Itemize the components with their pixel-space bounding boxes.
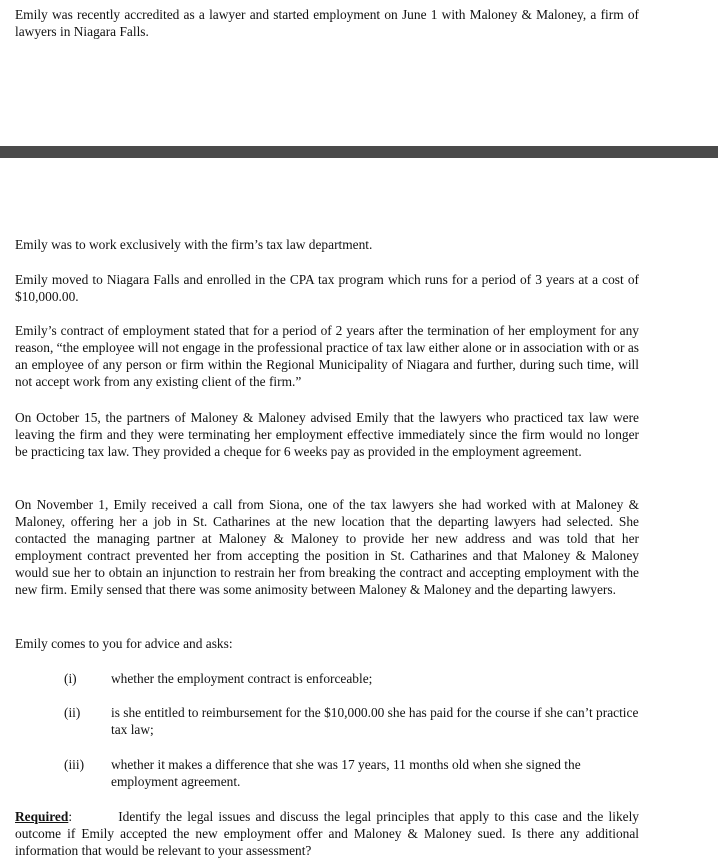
paragraph-contract-clause: Emily’s contract of employment stated that for a period of 2 years after the termination of her employment for any reason, “the employee will not engage in the professional practice of tax law either alone or in association with or as an employee of any person or firm within the Regional Municipality of Niagara and further, during such time, will not accept work from any existing client of the firm.”	[15, 323, 639, 389]
question-number: (i)	[64, 671, 77, 686]
question-text: whether the employment contract is enforceable;	[111, 671, 373, 686]
page-separator	[0, 146, 718, 158]
question-number: (ii)	[64, 705, 81, 720]
question-text: whether it makes a difference that she was 17 years, 11 months old when she signed the employment agreement.	[111, 757, 581, 789]
question-number: (iii)	[64, 757, 85, 772]
paragraph-advice-request: Emily comes to you for advice and asks:	[15, 636, 233, 651]
paragraph-department: Emily was to work exclusively with the firm’s tax law department.	[15, 237, 373, 252]
paragraph-job-offer: On November 1, Emily received a call from Siona, one of the tax lawyers she had worked with at Maloney & Maloney, offering her a job in St. Catharines at the new location that the departing lawyers had selected. She contacted the managing partner at Maloney & Maloney to provide her new address and was told that her employment contract prevented her from accepting the position in St. Catharines and that Maloney & Maloney would sue her to obtain an injunction to restrain her from breaking the contract and accepting employment with the new firm. Emily sensed that there was some animosity between Maloney & Maloney and the departing lawyers.	[15, 497, 639, 597]
required-label: Required	[15, 809, 69, 824]
question-text: is she entitled to reimbursement for the $10,000.00 she has paid for the course if she can’t practice tax law;	[111, 705, 639, 737]
required-colon: :	[68, 809, 73, 824]
paragraph-cpa-program: Emily moved to Niagara Falls and enrolled in the CPA tax program which runs for a period of 3 years at a cost of $10,000.00.	[15, 272, 639, 304]
paragraph-termination: On October 15, the partners of Maloney & Maloney advised Emily that the lawyers who practiced tax law were leaving the firm and they were terminating her employment effective immediately since the firm would no longer be practicing tax law. They provided a cheque for 6 weeks pay as provided in the employment agreement.	[15, 410, 639, 459]
intro-paragraph: Emily was recently accredited as a lawyer and started employment on June 1 with Maloney & Maloney, a firm of lawyers in Niagara Falls.	[15, 7, 639, 39]
required-paragraph	[15, 808, 639, 859]
required-text: Identify the legal issues and discuss the legal principles that apply to this case and the likely outcome if Emily accepted the new employment offer and Maloney & Maloney sued. Is there any additional information that would be relevant to your assessment?	[15, 809, 639, 858]
